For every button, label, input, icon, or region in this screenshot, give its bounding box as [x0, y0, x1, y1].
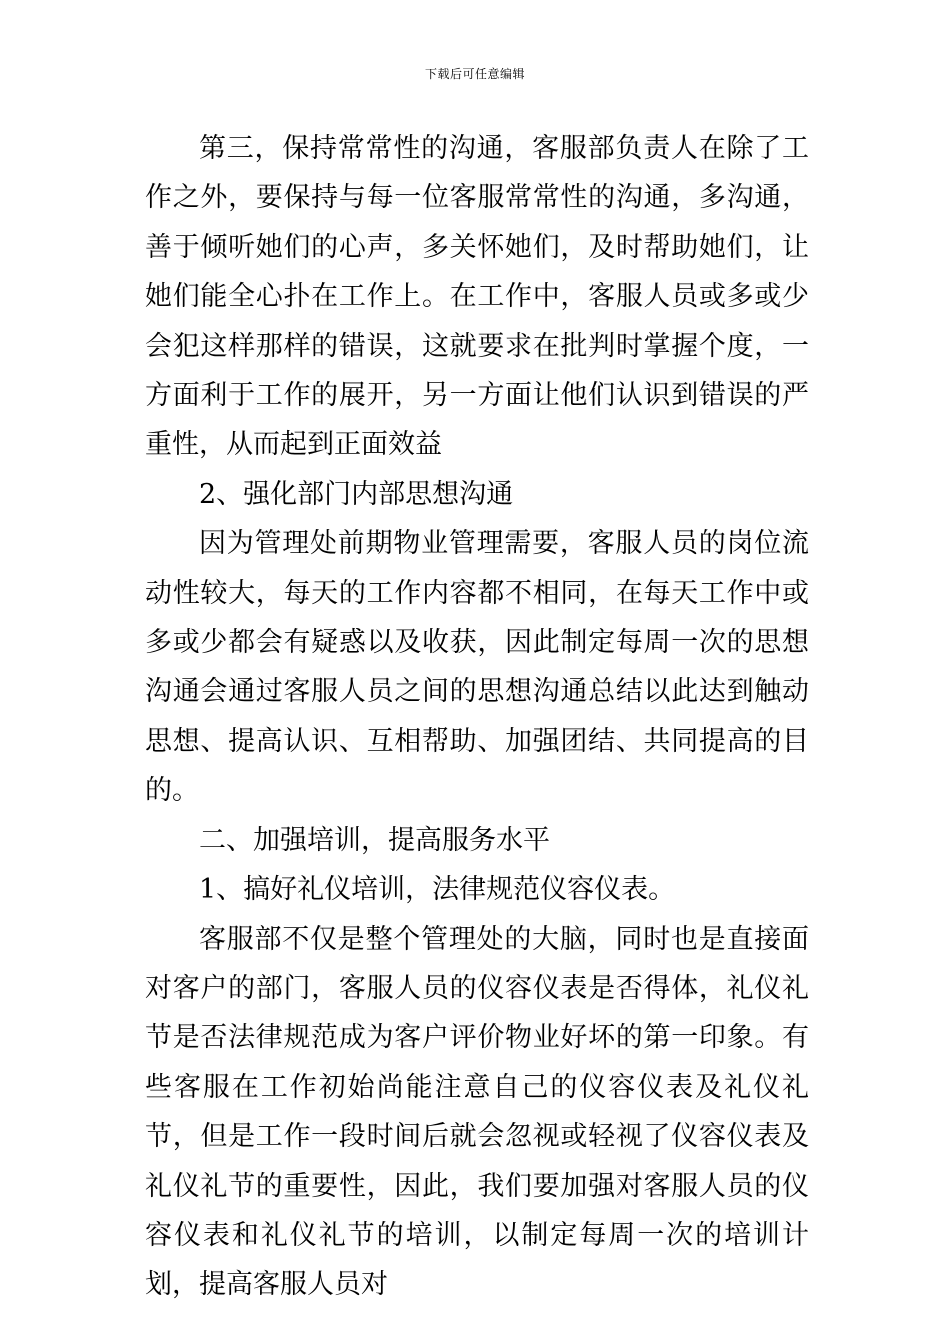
heading-training: 二、加强培训，提高服务水平 [199, 824, 550, 856]
paragraph-communication-habit: 第三，保持常常性的沟通，客服部负责人在除了工作之外，要保持与每一位客服常常性的沟通，多沟通，善于倾听她们的心声，多关怀她们，及时帮助她们，让她们能全心扑在工作上。在工作中，客服人员或多或少会犯这样那样的错误，这就要求在批判时掌握个度，一方面利于工作的展开，另一方面让他们认识到错误的严重性，从而起到正面效益 [145, 133, 809, 461]
heading-etiquette-training: 1、搞好礼仪培训，法律规范仪容仪表。 [199, 874, 676, 906]
paragraph-etiquette: 客服部不仅是整个管理处的大脑，同时也是直接面对客户的部门，客服人员的仪容仪表是否得体，礼仪礼节是否法律规范成为客户评价物业好坏的第一印象。有些客服在工作初始尚能注意自己的仪容仪表及礼仪礼节，但是工作一段时间后就会忽视或轻视了仪容仪表及礼仪礼节的重要性，因此，我们要加强对客服人员的仪容仪表和礼仪礼节的培训，以制定每周一次的培训计划，提高客服人员对 [145, 923, 809, 1301]
paragraph-weekly-meeting: 因为管理处前期物业管理需要，客服人员的岗位流动性较大，每天的工作内容都不相同，在每天工作中或多或少都会有疑惑以及收获，因此制定每周一次的思想沟通会通过客服人员之间的思想沟通总结以此达到触动思想、提高认识、互相帮助、加强团结、共同提高的目的。 [145, 528, 809, 807]
heading-internal-communication: 2、强化部门内部思想沟通 [199, 478, 514, 510]
document-body [145, 124, 809, 1310]
page-header: 下载后可任意编辑 [424, 67, 525, 81]
